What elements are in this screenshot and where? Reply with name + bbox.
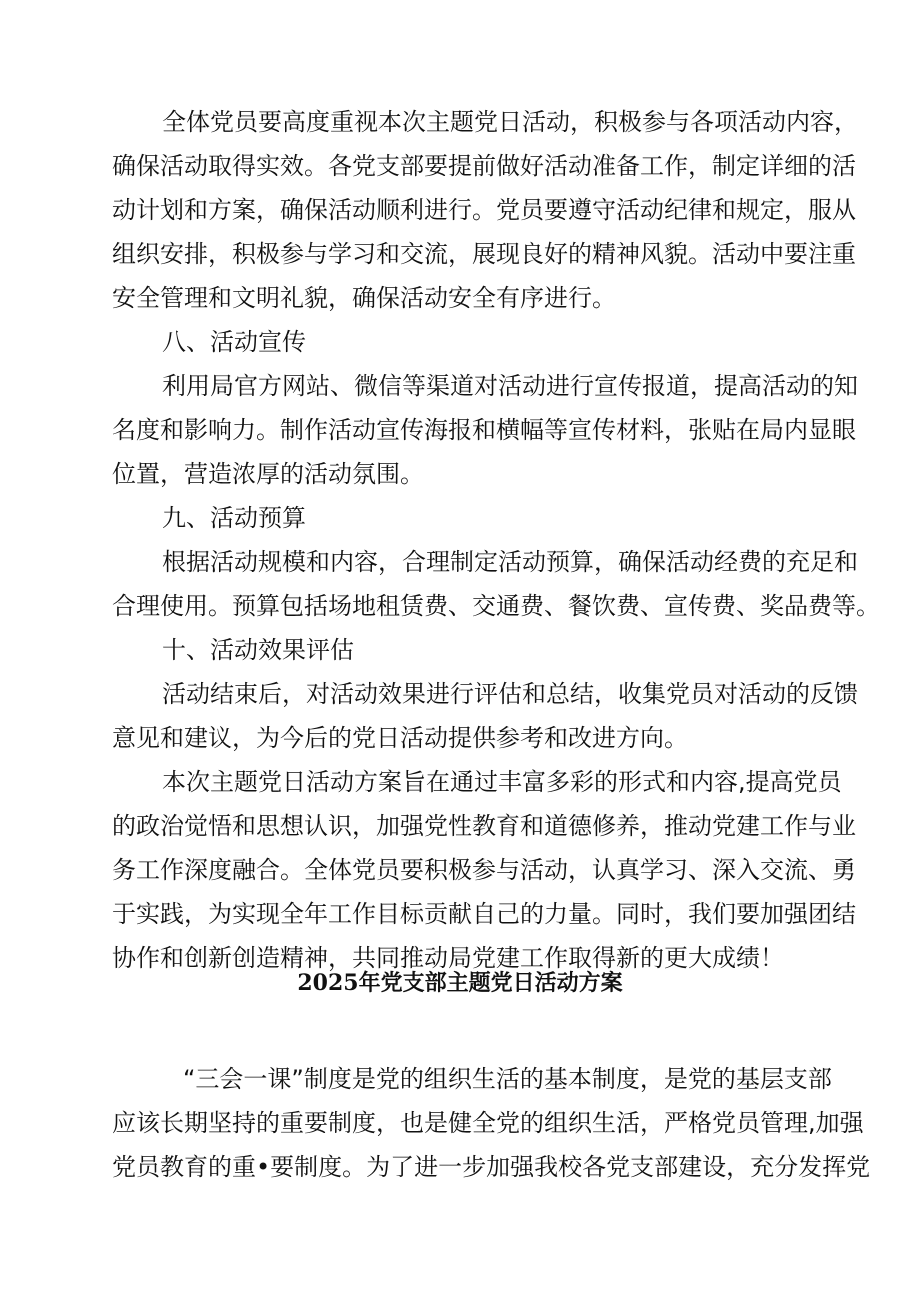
paragraph-line: 安全管理和文明礼貌，确保活动安全有序进行。 bbox=[112, 284, 616, 312]
paragraph-line: 党员教育的重•要制度。为了进一步加强我校各党支部建设，充分发挥党 bbox=[112, 1153, 871, 1181]
document-title: 2025年党支部主题党日活动方案 bbox=[297, 970, 623, 996]
paragraph-line: 组织安排，积极参与学习和交流，展现良好的精神风貌。活动中要注重 bbox=[112, 240, 856, 268]
section-heading-publicity: 八、活动宣传 bbox=[162, 328, 306, 356]
paragraph-line: 于实践，为实现全年工作目标贡献自己的力量。同时，我们要加强团结 bbox=[112, 900, 856, 928]
paragraph-line: 名度和影响力。制作活动宣传海报和横幅等宣传材料，张贴在局内显眼 bbox=[112, 416, 856, 444]
paragraph-line: 意见和建议，为今后的党日活动提供参考和改进方向。 bbox=[112, 724, 688, 752]
section-heading-evaluation: 十、活动效果评估 bbox=[162, 636, 354, 664]
paragraph-line: 根据活动规模和内容，合理制定活动预算，确保活动经费的充足和 bbox=[162, 548, 858, 576]
paragraph-line: 动计划和方案，确保活动顺利进行。党员要遵守活动纪律和规定，服从 bbox=[112, 196, 856, 224]
paragraph-line: 合理使用。预算包括场地租赁费、交通费、餐饮费、宣传费、奖品费等。 bbox=[112, 592, 880, 620]
paragraph-line: 协作和创新创造精神，共同推动局党建工作取得新的更大成绩！ bbox=[112, 944, 784, 972]
paragraph-line: 利用局官方网站、微信等渠道对活动进行宣传报道，提高活动的知 bbox=[162, 372, 858, 400]
paragraph-line: 应该长期坚持的重要制度，也是健全党的组织生活，严格党员管理,加强 bbox=[112, 1109, 864, 1137]
paragraph-line: 活动结束后，对活动效果进行评估和总结，收集党员对活动的反馈 bbox=[162, 680, 858, 708]
paragraph-line: 本次主题党日活动方案旨在通过丰富多彩的形式和内容,提高党员 bbox=[162, 768, 842, 796]
paragraph-line: 确保活动取得实效。各党支部要提前做好活动准备工作，制定详细的活 bbox=[112, 152, 856, 180]
section-heading-budget: 九、活动预算 bbox=[162, 504, 306, 532]
paragraph-line: 全体党员要高度重视本次主题党日活动，积极参与各项活动内容， bbox=[162, 108, 858, 136]
paragraph-line: 位置，营造浓厚的活动氛围。 bbox=[112, 460, 424, 488]
paragraph-line: “三会一课”制度是党的组织生活的基本制度，是党的基层支部 bbox=[183, 1065, 832, 1093]
paragraph-line: 务工作深度融合。全体党员要积极参与活动，认真学习、深入交流、勇 bbox=[112, 856, 856, 884]
paragraph-line: 的政治觉悟和思想认识，加强党性教育和道德修养，推动党建工作与业 bbox=[112, 812, 856, 840]
